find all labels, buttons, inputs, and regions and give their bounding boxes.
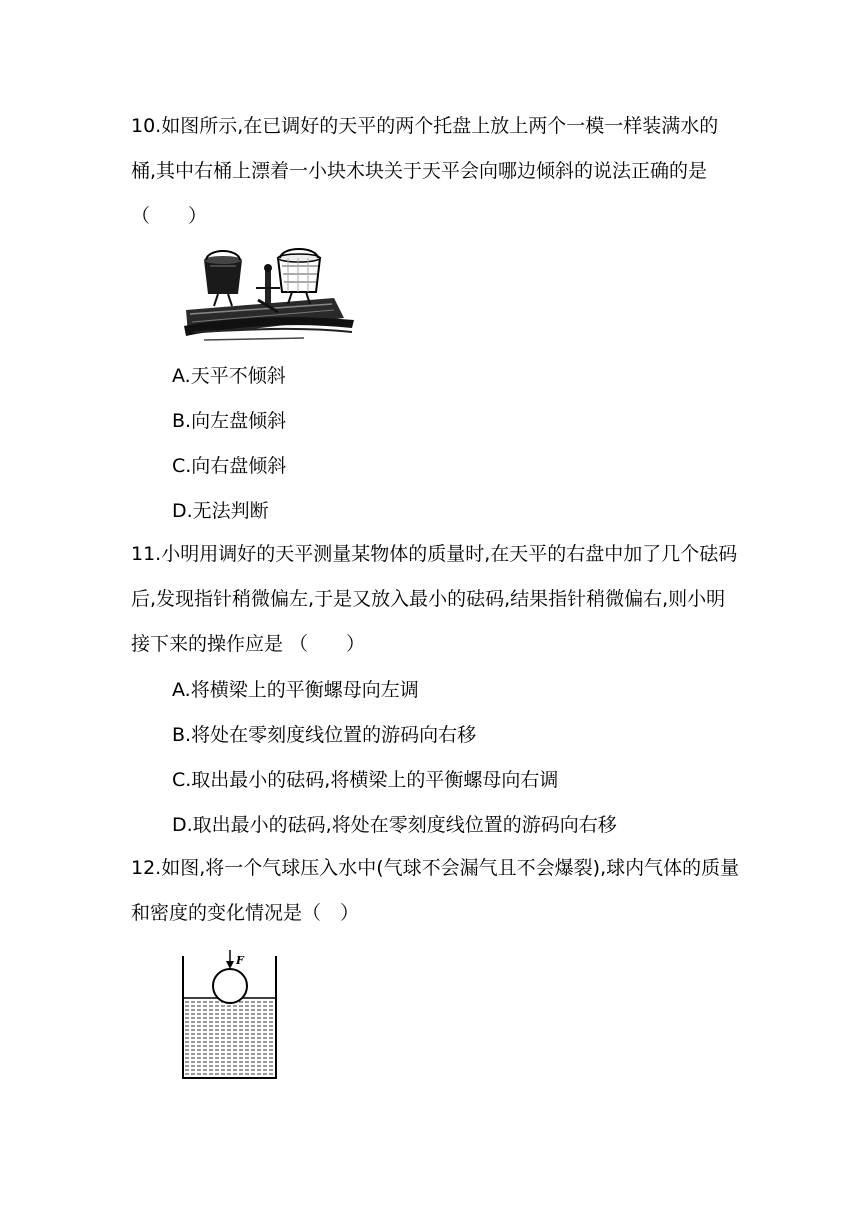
balloon-icon [213, 969, 247, 1003]
force-arrow-icon [226, 950, 234, 969]
balance-buckets-figure [184, 248, 356, 346]
question-11-stem: 11.小明用调好的天平测量某物体的质量时,在天平的右盘中加了几个砝码后,发现指针稍微偏左,于是又放入最小的砝码,结果指针稍微偏右,则小明接下来的操作应是 （ ） [131, 543, 738, 655]
question-11-option-b: B.将处在零刻度线位置的游码向右移 [172, 724, 477, 746]
question-10-option-d: D.无法判断 [172, 500, 269, 522]
question-10-option-c: C.向右盘倾斜 [172, 455, 287, 477]
left-bucket-icon [204, 251, 242, 306]
balloon-in-water-figure [180, 948, 280, 1082]
water-icon [183, 998, 276, 1074]
force-label: F [236, 954, 244, 967]
question-11-option-c: C.取出最小的砝码,将横梁上的平衡螺母向右调 [172, 769, 559, 791]
question-12-stem: 12.如图,将一个气球压入水中(气球不会漏气且不会爆裂),球内气体的质量和密度的变化情况是（ ） [131, 857, 740, 924]
question-10-stem: 10.如图所示,在已调好的天平的两个托盘上放上两个一模一样装满水的桶,其中右桶上漂着一小块木块关于天平会向哪边倾斜的说法正确的是（ ） [131, 115, 719, 227]
question-10-option-a: A.天平不倾斜 [172, 365, 286, 387]
question-11-option-d: D.取出最小的砝码,将处在零刻度线位置的游码向右移 [172, 814, 617, 836]
question-10-option-b: B.向左盘倾斜 [172, 410, 287, 432]
question-11-option-a: A.将横梁上的平衡螺母向左调 [172, 679, 419, 701]
right-bucket-icon [278, 249, 320, 304]
